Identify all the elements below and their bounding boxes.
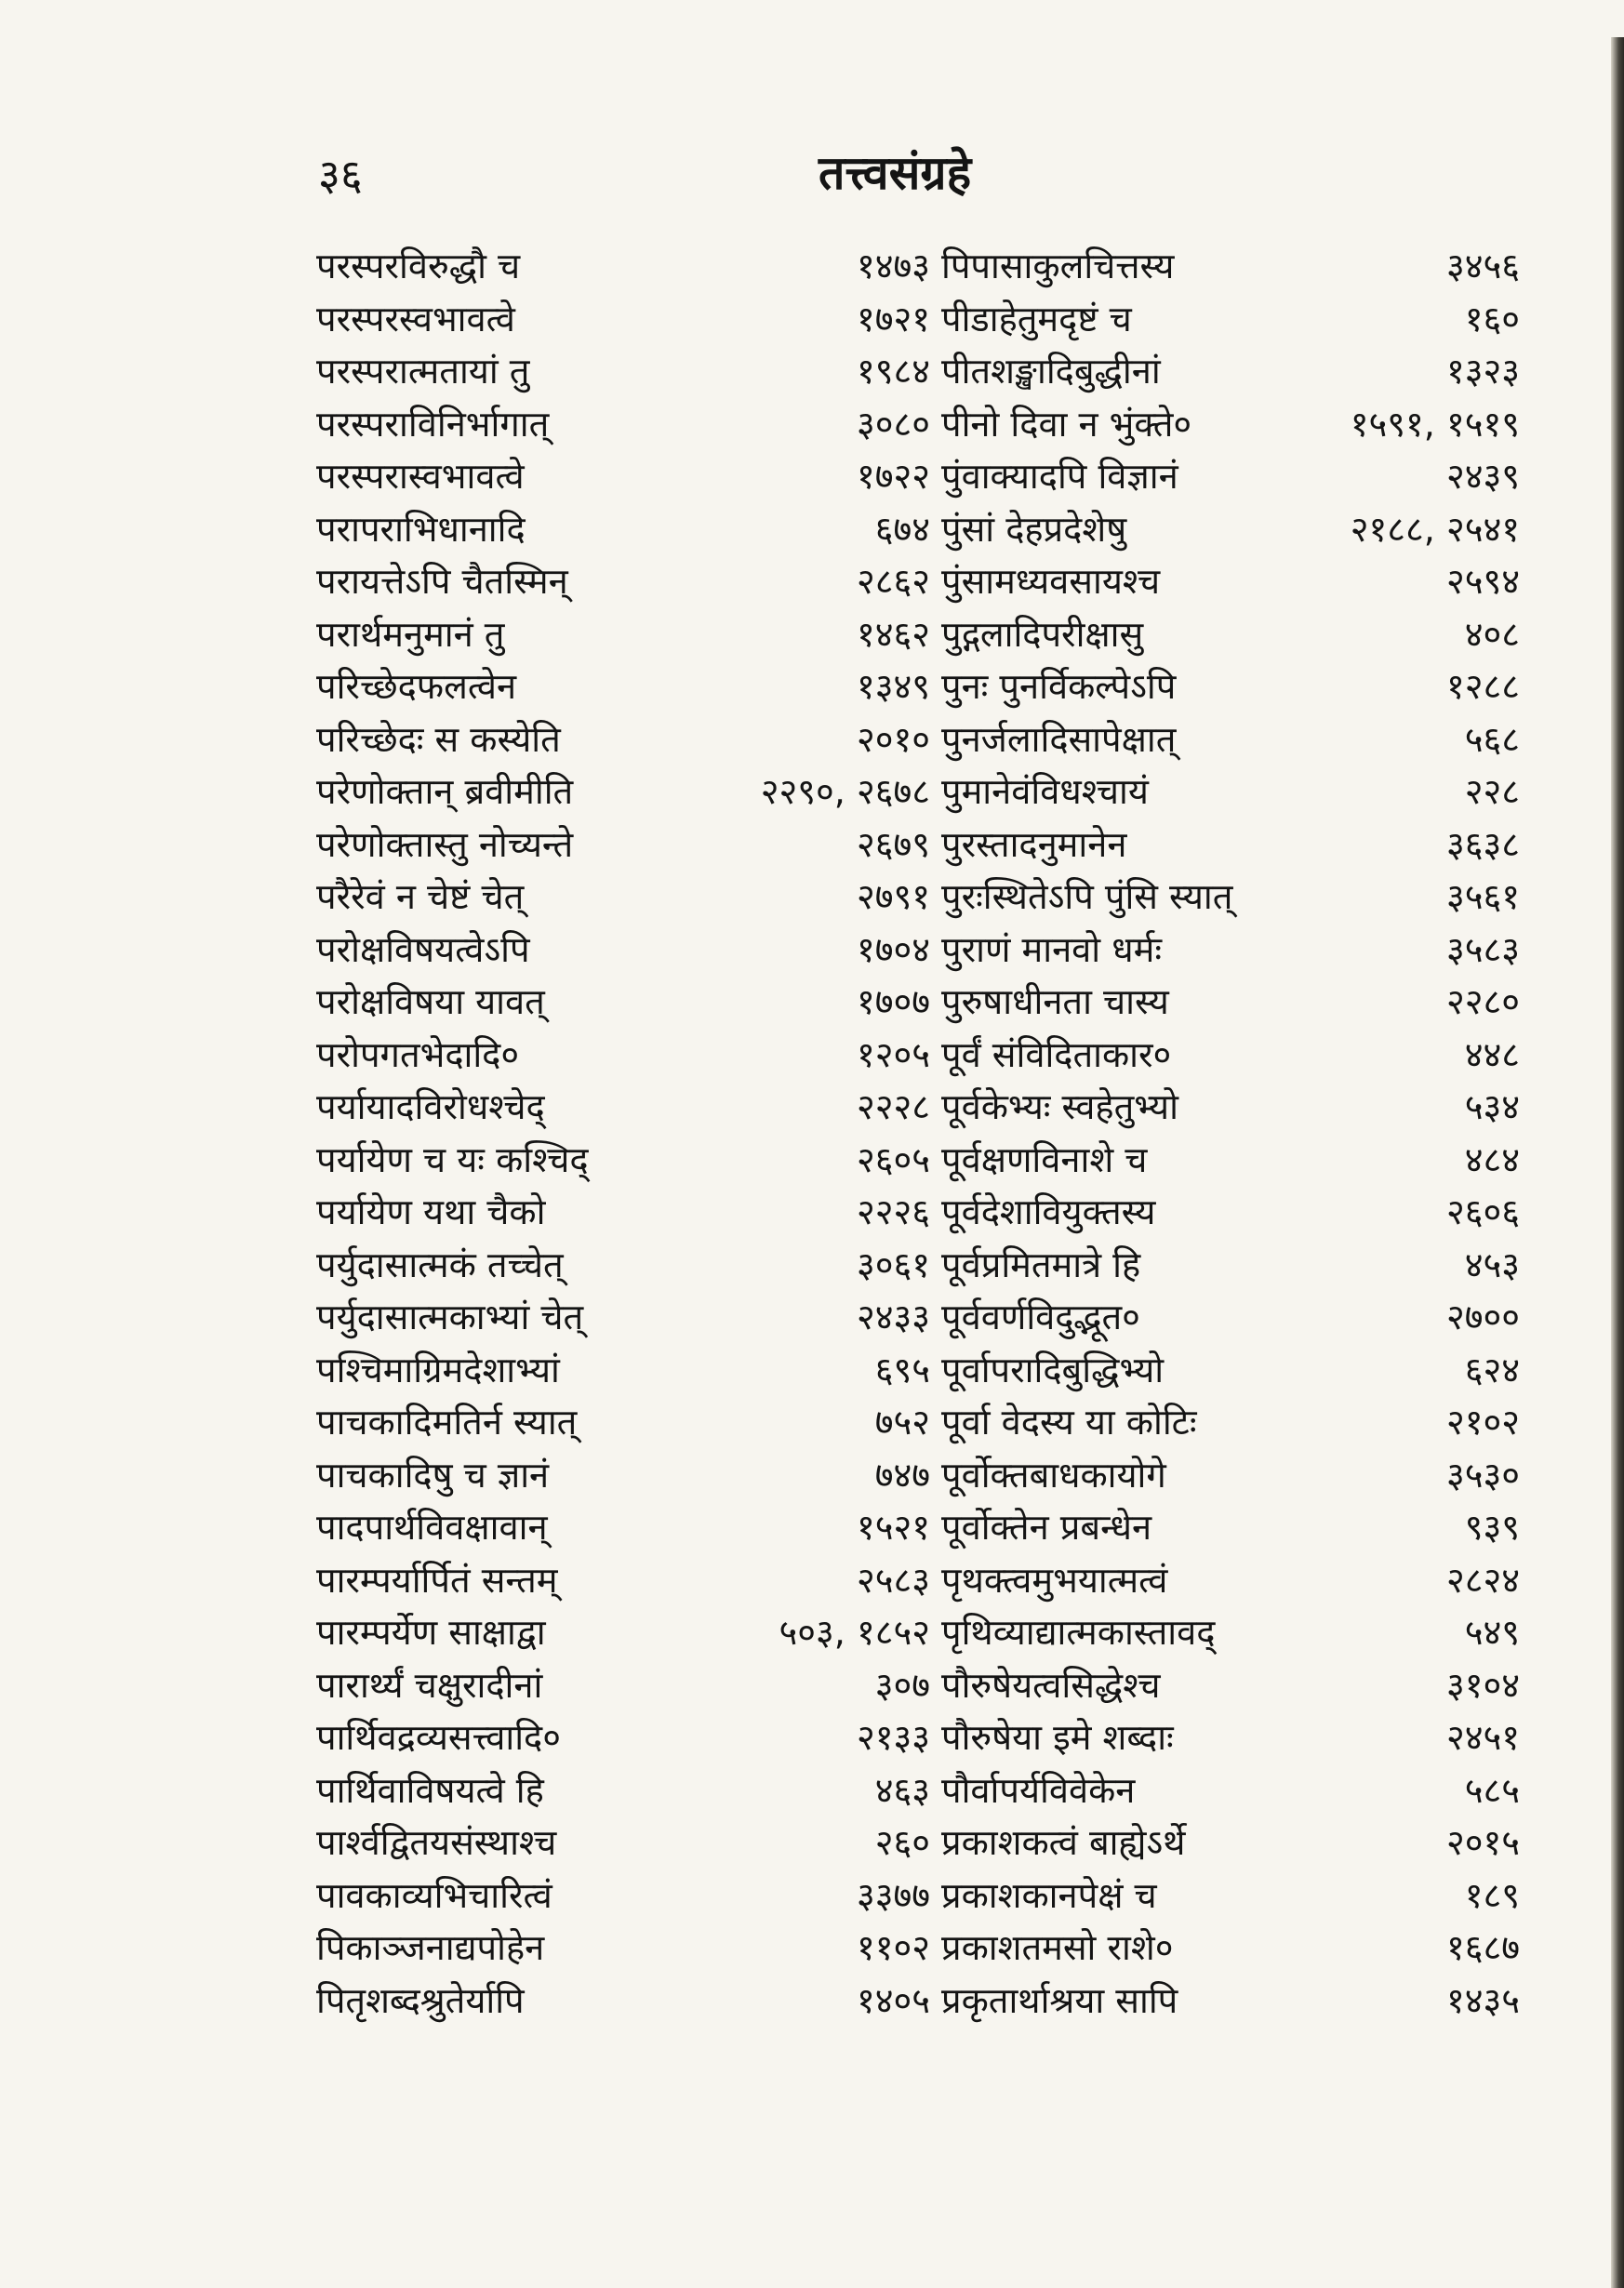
entry-term: पूर्वोक्तबाधकायोगे	[941, 1454, 1166, 1496]
entry-term: पीडाहेतुमदृष्टं च	[941, 298, 1132, 339]
entry-term: प्रकाशतमसो राशे०	[941, 1927, 1174, 1969]
index-entry	[316, 1922, 930, 1975]
index-entry	[316, 924, 930, 977]
index-entry	[941, 976, 1520, 1029]
entry-term: पिकाञ्जनाद्यपोहेन	[316, 1927, 545, 1969]
entry-term: पूर्वं संविदिताकार०	[941, 1033, 1172, 1075]
entry-verse-number: ५४९	[1464, 1612, 1520, 1654]
entry-term: परिच्छेदफलत्वेन	[316, 666, 517, 708]
index-entry	[316, 871, 930, 924]
index-entry	[316, 555, 930, 608]
entry-term: पुनर्जलादिसापेक्षात्	[941, 718, 1177, 760]
index-entry	[316, 345, 930, 398]
index-entry	[941, 1029, 1520, 1082]
index-entry	[941, 1396, 1520, 1449]
entry-term: पारम्पर्येण साक्षाद्वा	[316, 1612, 546, 1654]
entry-verse-number: २४३९	[1445, 456, 1520, 498]
index-entry	[316, 240, 930, 293]
entry-term: पौरुषेया इमे शब्दाः	[941, 1717, 1174, 1759]
entry-verse-number: २८६२	[856, 561, 930, 603]
entry-term: परोक्षविषया यावत्	[316, 981, 545, 1023]
index-entry	[316, 1501, 930, 1554]
entry-term: पार्थिवद्रव्यसत्त्वादि०	[316, 1717, 561, 1759]
index-entry	[316, 1606, 930, 1659]
index-entry	[316, 1081, 930, 1134]
index-column-left	[316, 240, 930, 2027]
index-entry	[941, 1554, 1520, 1607]
index-entry	[316, 1396, 930, 1449]
entry-verse-number: १४०५	[856, 1979, 930, 2021]
entry-term: पुंसामध्यवसायश्च	[941, 561, 1161, 603]
entry-verse-number: २७९१	[856, 876, 930, 918]
entry-term: पाचकादिमतिर्न स्यात्	[316, 1402, 578, 1443]
entry-term: पूर्ववर्णविदुद्भूत०	[941, 1297, 1140, 1338]
entry-term: पर्यायेण च यः कश्चिद्	[316, 1138, 589, 1180]
entry-verse-number: १६०	[1464, 298, 1520, 339]
entry-verse-number: २१३३	[856, 1717, 930, 1759]
index-entry	[316, 1975, 930, 2028]
entry-term: परैरेवं न चेष्टं चेत्	[316, 876, 525, 918]
entry-term: पूर्वक्षणविनाशे च	[941, 1138, 1148, 1180]
entry-term: पुनः पुनर्विकल्पेऽपि	[941, 666, 1177, 708]
index-column-right	[941, 240, 1520, 2027]
entry-term: पाचकादिषु च ज्ञानं	[316, 1454, 550, 1496]
entry-verse-number: ९३९	[1464, 1507, 1520, 1549]
entry-verse-number: ११०२	[856, 1927, 930, 1969]
entry-verse-number: १५९१, १५१९	[1350, 403, 1520, 445]
entry-verse-number: १३२३	[1445, 351, 1520, 392]
index-entry	[941, 924, 1520, 977]
entry-verse-number: ६७४	[874, 508, 930, 550]
entry-term: परापराभिधानादि	[316, 508, 526, 550]
entry-term: पावकाव्यभिचारित्वं	[316, 1874, 552, 1916]
entry-verse-number: २२९०, २६७८	[760, 771, 930, 813]
entry-verse-number: १५२१	[856, 1507, 930, 1549]
entry-term: पीनो दिवा न भुंक्ते०	[941, 403, 1192, 445]
entry-verse-number: ५०३, १८५२	[779, 1612, 930, 1654]
index-entry	[316, 1186, 930, 1239]
entry-verse-number: ५३४	[1464, 1086, 1520, 1128]
entry-verse-number: १२०५	[856, 1033, 930, 1075]
entry-term: पारम्पर्यार्पितं सन्तम्	[316, 1559, 558, 1601]
entry-verse-number: १७०७	[856, 981, 930, 1023]
index-entry	[316, 1029, 930, 1082]
page-edge-shadow	[1611, 37, 1624, 2288]
entry-term: पुद्गलादिपरीक्षासु	[941, 613, 1144, 655]
entry-verse-number: ३४५६	[1445, 246, 1520, 287]
entry-verse-number: २५९४	[1445, 561, 1520, 603]
index-entry	[941, 450, 1520, 503]
entry-verse-number: ४६३	[874, 1769, 930, 1811]
entry-verse-number: २६७९	[856, 823, 930, 865]
entry-verse-number: १२८८	[1445, 666, 1520, 708]
entry-verse-number: ३६३८	[1445, 823, 1520, 865]
index-entry	[316, 765, 930, 818]
entry-verse-number: १६८७	[1445, 1927, 1520, 1969]
index-entry	[941, 1659, 1520, 1712]
index-entry	[941, 1922, 1520, 1975]
entry-term: परेणोक्तान् ब्रवीमीति	[316, 771, 574, 813]
entry-verse-number: २६०६	[1445, 1191, 1520, 1233]
entry-term: पिपासाकुलचित्तस्य	[941, 246, 1175, 287]
entry-verse-number: ४५३	[1464, 1244, 1520, 1285]
entry-term: परेणोक्तास्तु नोच्यन्ते	[316, 823, 574, 865]
entry-term: परिच्छेदः स कस्येति	[316, 718, 561, 760]
entry-term: परस्परास्वभावत्वे	[316, 456, 525, 498]
index-entry	[941, 555, 1520, 608]
entry-term: पारार्थ्यं चक्षुरादीनां	[316, 1664, 543, 1706]
entry-term: प्रकाशकानपेक्षं च	[941, 1874, 1157, 1916]
entry-verse-number: ४४८	[1464, 1033, 1520, 1075]
index-entry	[316, 1134, 930, 1187]
index-entry	[941, 818, 1520, 871]
entry-term: परोक्षविषयत्वेऽपि	[316, 928, 530, 970]
index-entry	[941, 713, 1520, 766]
index-entry	[316, 976, 930, 1029]
entry-term: पुरःस्थितेऽपि पुंसि स्यात्	[941, 876, 1233, 918]
index-entry	[941, 1975, 1520, 2028]
entry-verse-number: ३५६१	[1445, 876, 1520, 918]
entry-term: परस्पराविनिर्भागात्	[316, 403, 550, 445]
entry-term: पूर्वोक्तेन प्रबन्धेन	[941, 1507, 1152, 1549]
entry-term: पृथक्त्वमुभयात्मत्वं	[941, 1559, 1168, 1601]
entry-term: पितृशब्दश्रुतेर्यापि	[316, 1979, 525, 2021]
index-entry	[316, 1711, 930, 1764]
entry-verse-number: ३३७७	[856, 1874, 930, 1916]
entry-verse-number: १४६२	[856, 613, 930, 655]
index-entry	[941, 1501, 1520, 1554]
index-entry	[941, 1711, 1520, 1764]
entry-verse-number: २२२८	[856, 1086, 930, 1128]
index-entry	[941, 660, 1520, 713]
index-entry	[941, 398, 1520, 451]
entry-verse-number: २०१५	[1445, 1822, 1520, 1864]
index-entry	[941, 345, 1520, 398]
entry-term: परार्थमनुमानं तु	[316, 613, 505, 655]
index-entry	[316, 1554, 930, 1607]
index-entry	[941, 765, 1520, 818]
index-entry	[941, 1239, 1520, 1292]
entry-verse-number: १९८४	[856, 351, 930, 392]
entry-verse-number: १७२१	[856, 298, 930, 339]
entry-term: पूर्वप्रमितमात्रे हि	[941, 1244, 1141, 1285]
entry-term: पर्युदासात्मकं तच्चेत्	[316, 1244, 564, 1285]
entry-term: पूर्वा वेदस्य या कोटिः	[941, 1402, 1197, 1443]
entry-term: पुरुषाधीनता चास्य	[941, 981, 1169, 1023]
entry-term: परस्परात्मतायां तु	[316, 351, 530, 392]
entry-verse-number: १३४९	[856, 666, 930, 708]
entry-verse-number: ५६८	[1464, 718, 1520, 760]
entry-verse-number: २२८	[1464, 771, 1520, 813]
entry-term: पौर्वापर्यविवेकेन	[941, 1769, 1136, 1811]
entry-verse-number: ६२४	[1464, 1349, 1520, 1390]
entry-term: प्रकाशकत्वं बाह्येऽर्थे	[941, 1822, 1186, 1864]
entry-verse-number: ३०६१	[856, 1244, 930, 1285]
entry-verse-number: २२२६	[856, 1191, 930, 1233]
entry-term: परायत्तेऽपि चैतस्मिन्	[316, 561, 568, 603]
entry-term: पार्श्वद्वितयसंस्थाश्च	[316, 1822, 557, 1864]
index-entry	[316, 450, 930, 503]
entry-verse-number: ७५२	[874, 1402, 930, 1443]
index-entry	[316, 1659, 930, 1712]
entry-term: पृथिव्याद्यात्मकास्तावद्	[941, 1612, 1216, 1654]
entry-verse-number: १७२२	[856, 456, 930, 498]
index-entry	[316, 1449, 930, 1502]
entry-term: परोपगतभेदादि०	[316, 1033, 520, 1075]
entry-verse-number: १७०४	[856, 928, 930, 970]
index-entry	[316, 1239, 930, 1292]
entry-term: पर्युदासात्मकाभ्यां चेत्	[316, 1297, 584, 1338]
index-entry	[941, 1449, 1520, 1502]
index-entry	[941, 1134, 1520, 1187]
index-entry	[316, 1764, 930, 1817]
entry-term: पुमानेवंविधश्चायं	[941, 771, 1149, 813]
entry-verse-number: ३५८३	[1445, 928, 1520, 970]
index-entry	[316, 398, 930, 451]
entry-verse-number: ५८५	[1464, 1769, 1520, 1811]
entry-term: पादपार्थविवक्षावान्	[316, 1507, 548, 1549]
entry-verse-number: २२८०	[1445, 981, 1520, 1023]
entry-term: पुंवाक्यादपि विज्ञानं	[941, 456, 1178, 498]
entry-verse-number: १८९	[1464, 1874, 1520, 1916]
page-header	[0, 140, 1624, 205]
entry-term: पूर्वदेशावियुक्तस्य	[941, 1191, 1156, 1233]
index-entry	[316, 1869, 930, 1922]
index-entry	[316, 1291, 930, 1344]
index-entry	[941, 1344, 1520, 1397]
index-entry	[316, 818, 930, 871]
entry-verse-number: ३०७	[874, 1664, 930, 1706]
entry-term: पुंसां देहप्रदेशेषु	[941, 508, 1127, 550]
entry-verse-number: २१८८, २५४१	[1350, 508, 1520, 550]
page-number: ३६	[318, 150, 363, 200]
entry-verse-number: २४३३	[856, 1297, 930, 1338]
entry-verse-number: ६९५	[874, 1349, 930, 1390]
index-entry	[941, 503, 1520, 556]
index-entry	[941, 1186, 1520, 1239]
entry-verse-number: २१०२	[1445, 1402, 1520, 1443]
entry-term: परस्परस्वभावत्वे	[316, 298, 515, 339]
index-entry	[941, 1816, 1520, 1869]
entry-verse-number: ३५३०	[1445, 1454, 1520, 1496]
entry-verse-number: २४५१	[1445, 1717, 1520, 1759]
index-entry	[316, 1344, 930, 1397]
index-entry	[941, 1869, 1520, 1922]
index-entry	[941, 240, 1520, 293]
entry-term: परस्परविरुद्धौ च	[316, 246, 521, 287]
entry-verse-number: ४८४	[1464, 1138, 1520, 1180]
entry-term: पर्यायेण यथा चैको	[316, 1191, 546, 1233]
entry-verse-number: १४७३	[856, 246, 930, 287]
entry-term: पौरुषेयत्वसिद्धेश्च	[941, 1664, 1161, 1706]
index-entry	[941, 293, 1520, 346]
index-entry	[316, 608, 930, 661]
entry-term: प्रकृतार्थाश्रया सापि	[941, 1979, 1178, 2021]
index-entry	[941, 1606, 1520, 1659]
index-entry	[941, 1764, 1520, 1817]
index-entry	[941, 1081, 1520, 1134]
index-entry	[941, 1291, 1520, 1344]
entry-term: पुरस्तादनुमानेन	[941, 823, 1127, 865]
entry-verse-number: २७००	[1445, 1297, 1520, 1338]
entry-verse-number: १४३५	[1445, 1979, 1520, 2021]
entry-verse-number: २०१०	[856, 718, 930, 760]
index-entry	[316, 713, 930, 766]
index-entry	[316, 503, 930, 556]
entry-term: पूर्वकेभ्यः स्वहेतुभ्यो	[941, 1086, 1178, 1128]
entry-verse-number: ३०८०	[856, 403, 930, 445]
entry-term: पीतशङ्खादिबुद्धीनां	[941, 351, 1161, 392]
entry-verse-number: २६०५	[856, 1138, 930, 1180]
index-entry	[941, 871, 1520, 924]
entry-verse-number: ४०८	[1464, 613, 1520, 655]
running-title: तत्त्वसंग्रहे	[819, 146, 972, 200]
entry-verse-number: २८२४	[1445, 1559, 1520, 1601]
entry-verse-number: २५८३	[856, 1559, 930, 1601]
index-entry	[316, 1816, 930, 1869]
entry-verse-number: ३१०४	[1445, 1664, 1520, 1706]
entry-term: पार्थिवाविषयत्वे हि	[316, 1769, 544, 1811]
index-entry	[316, 660, 930, 713]
entry-term: पर्यायादविरोधश्चेद्	[316, 1086, 545, 1128]
entry-term: पूर्वापरादिबुद्धिभ्यो	[941, 1349, 1165, 1390]
entry-term: पुराणं मानवो धर्मः	[941, 928, 1162, 970]
entry-term: पश्चिमाग्रिमदेशाभ्यां	[316, 1349, 560, 1390]
index-entry	[941, 608, 1520, 661]
index-entry	[316, 293, 930, 346]
entry-verse-number: २६०	[874, 1822, 930, 1864]
entry-verse-number: ७४७	[874, 1454, 930, 1496]
